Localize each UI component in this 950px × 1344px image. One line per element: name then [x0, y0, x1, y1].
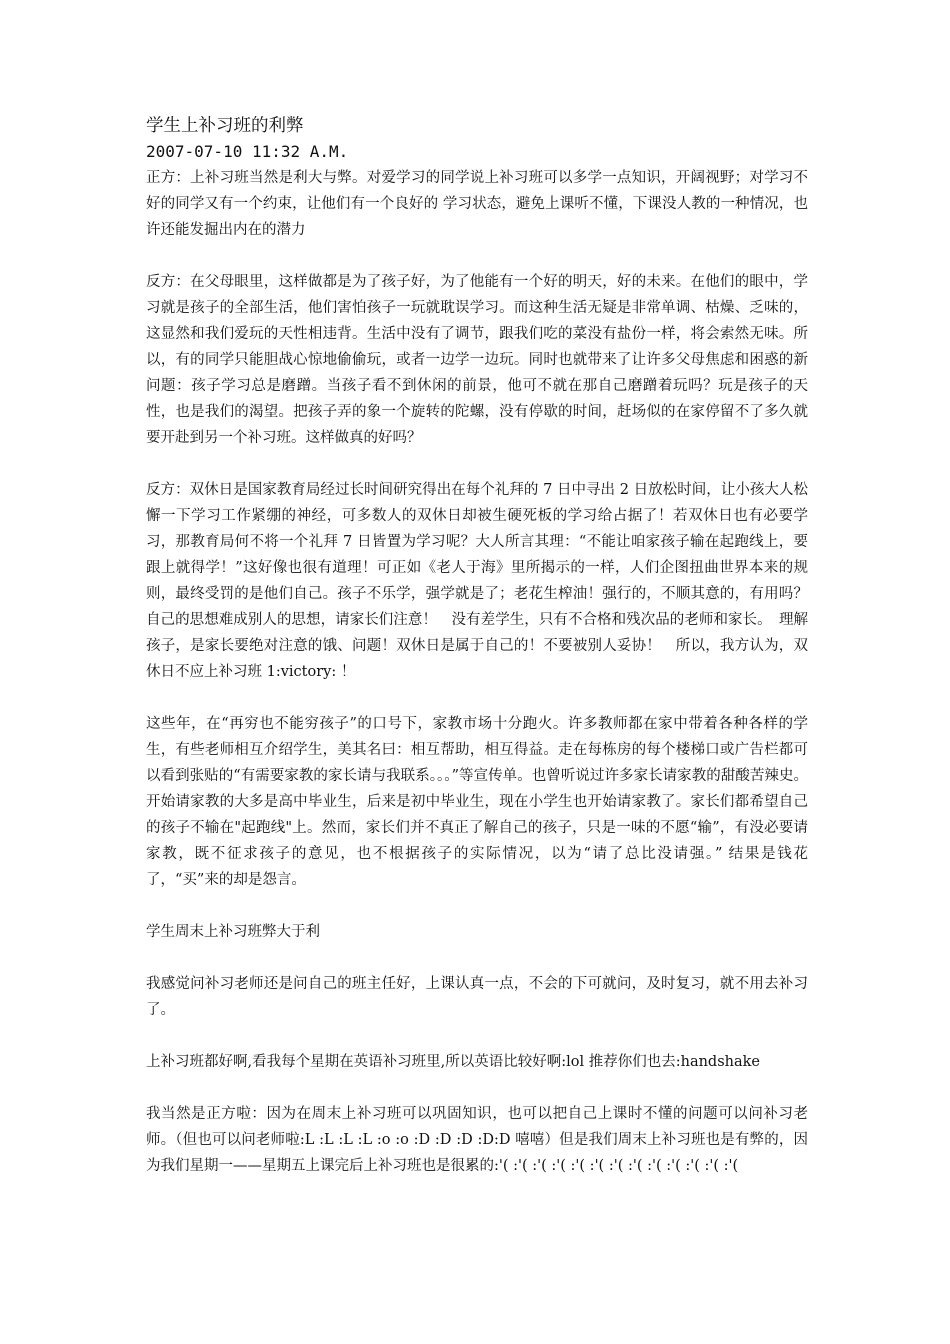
paragraph-con-argument-1: 反方：在父母眼里，这样做都是为了孩子好，为了他能有一个好的明天，好的未来。在他们的眼中，学习就是孩子的全部生活，他们害怕孩子一玩就耽误学习。而这种生活无疑是非常单调、枯燥、乏味的，这显然和我们爱玩的天性相违背。生活中没有了调节，跟我们吃的菜没有盐份一样，将会索然无味。所以，有的同学只能胆战心惊地偷偷玩，或者一边学一边玩。同时也就带来了让许多父母焦虑和困惑的新问题：孩子学习总是磨蹭。当孩子看不到休闲的前景，他可不就在那自己磨蹭着玩吗？玩是孩子的天性，也是我们的渴望。把孩子弄的象一个旋转的陀螺，没有停歇的时间，赶场似的在家停留不了多久就要开赴到另一个补习班。这样做真的好吗？ — [146, 274, 808, 446]
document-title: 学生上补习班的利弊 — [146, 116, 304, 136]
document-body — [146, 113, 808, 1205]
paragraph-comment-1: 我感觉问补习老师还是问自己的班主任好，上课认真一点，不会的下可就问，及时复习，就不用去补习了。 — [146, 976, 808, 1018]
post-timestamp: 2007-07-10 11:32 A.M. — [146, 142, 349, 161]
paragraph-comment-2: 上补习班都好啊,看我每个星期在英语补习班里,所以英语比较好啊:lol 推荐你们也去:handshake — [146, 1054, 760, 1070]
paragraph-comment-3: 我当然是正方啦：因为在周末上补习班可以巩固知识，也可以把自己上课时不懂的问题可以问补习老师。（但也可以问老师啦:L :L :L :L :o :o :D :D :D :D:D 嘻嘻）但是我们周末上补习班也是有弊的，因为我们星期一——星期五上课完后上补习班也是很累的:'( :'( :'( :'( :'( :'( :'( :'( :'( :'( :'( :'( :'( — [146, 1106, 808, 1174]
paragraph-con-argument-2: 反方：双休日是国家教育局经过长时间研究得出在每个礼拜的 7 日中寻出 2 日放松时间，让小孩大人松懈一下学习工作紧绷的神经，可多数人的双休日却被生硬死板的学习给占据了！若双休日也有必要学习，那教育局何不将一个礼拜 7 日皆置为学习呢？大人所言其理：“不能让咱家孩子输在起跑线上，要跟上就得学！”这好像也很有道理！可正如《老人于海》里所揭示的一样，人们企图扭曲世界本来的规则，最终受罚的是他们自己。孩子不乐学，强学就是了；老花生榨油！强行的，不顺其意的，有用吗？自己的思想难成别人的思想，请家长们注意！ 没有差学生，只有不合格和残次品的老师和家长。 理解孩子，是家长要绝对注意的饿、问题！双休日是属于自己的！不要被别人妥协！ 所以，我方认为，双休日不应上补习班 1:victory: ！ — [146, 482, 808, 680]
paragraph-subheading: 学生周末上补习班弊大于利 — [146, 924, 320, 940]
paragraph-tutoring-market: 这些年，在“再穷也不能穷孩子”的口号下，家教市场十分跑火。许多教师都在家中带着各种各样的学生，有些老师相互介绍学生，美其名曰：相互帮助，相互得益。走在每栋房的每个楼梯口或广告栏都可以看到张贴的“有需要家教的家长请与我联系。。。”等宣传单。也曾听说过许多家长请家教的甜酸苦辣史。开始请家教的大多是高中毕业生，后来是初中毕业生，现在小学生也开始请家教了。家长们都希望自己的孩子不输在"起跑线"上。然而，家长们并不真正了解自己的孩子，只是一味的不愿“输”，有没必要请家教，既不征求孩子的意见，也不根据孩子的实际情况，以为“请了总比没请强。” 结果是钱花了，“买”来的却是怨言。 — [146, 716, 808, 888]
paragraph-pro-argument: 正方：上补习班当然是利大与弊。对爱学习的同学说上补习班可以多学一点知识，开阔视野；对学习不好的同学又有一个约束，让他们有一个良好的 学习状态，避免上课听不懂，下课没人教的一种情况，也许还能发掘出内在的潜力 — [146, 170, 808, 238]
